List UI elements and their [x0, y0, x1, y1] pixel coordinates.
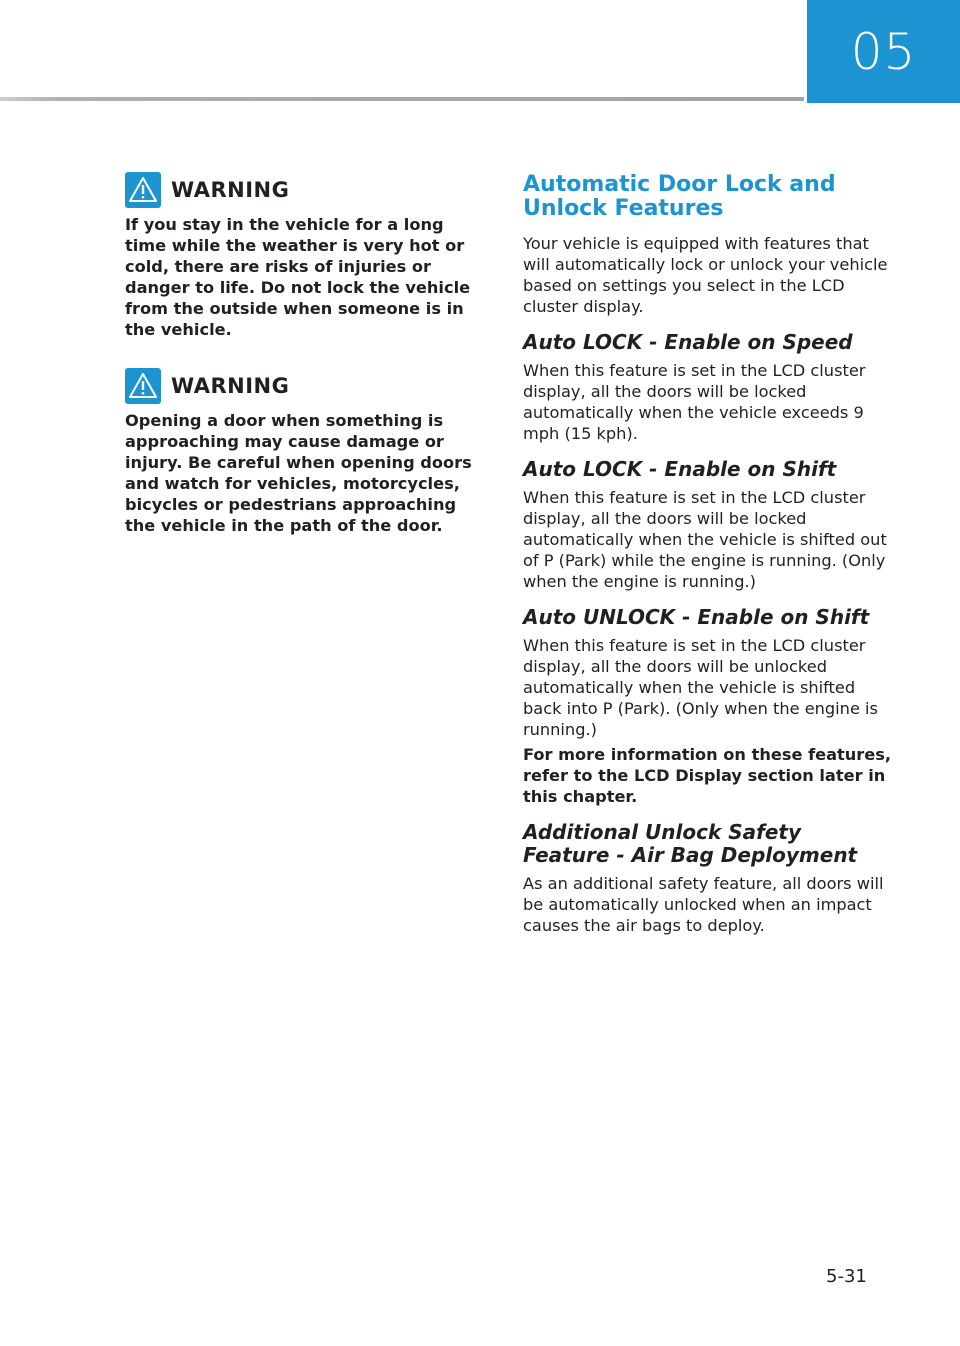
feature-text: When this feature is set in the LCD cluster display, all the doors will be unlocked automatically when the vehicle is shifted back into P (Park). (Only when the engine is running.): [523, 636, 878, 739]
feature-text: When this feature is set in the LCD cluster display, all the doors will be locked automatically when the vehicle exceeds 9 mph (15 kph).: [523, 361, 866, 443]
feature-text: As an additional safety feature, all doors will be automatically unlocked when an impact causes the air bags to deploy.: [523, 874, 884, 935]
warning-text: If you stay in the vehicle for a long time while the weather is very hot or cold, there are risks of injuries or danger to life. Do not lock the vehicle from the outside when someone is in the vehicle.: [125, 215, 471, 339]
feature-heading: Additional Unlock Safety Feature - Air Bag Deployment: [523, 820, 858, 867]
warning-box: [125, 170, 490, 340]
warning-box: [125, 366, 490, 536]
warning-triangle-icon: [125, 172, 161, 208]
section-title: Automatic Door Lock and Unlock Features: [523, 172, 836, 221]
feature-note: For more information on these features, refer to the LCD Display section later in this chapter.: [523, 745, 892, 806]
section-intro: Your vehicle is equipped with features that will automatically lock or unlock your vehicle based on settings you select in the LCD cluster display.: [523, 234, 888, 316]
feature-heading: Auto UNLOCK - Enable on Shift: [523, 605, 870, 629]
warning-title: WARNING: [171, 374, 290, 398]
warning-header: [125, 170, 490, 210]
header-rule: [0, 97, 804, 101]
page-number: 5-31: [826, 1266, 867, 1287]
feature-heading: Auto LOCK - Enable on Shift: [523, 457, 837, 481]
chapter-tab: 05: [807, 0, 960, 103]
warning-title: WARNING: [171, 178, 290, 202]
warning-header: [125, 366, 490, 406]
feature-heading: Auto LOCK - Enable on Speed: [523, 330, 853, 354]
warning-triangle-icon: [125, 368, 161, 404]
warning-text: Opening a door when something is approaching may cause damage or injury. Be careful when opening doors and watch for vehicles, motorcycles, bicycles or pedestrians approaching the vehicle in the path of the door.: [125, 411, 472, 535]
feature-text: When this feature is set in the LCD cluster display, all the doors will be locked automatically when the vehicle is shifted out of P (Park) while the engine is running. (Only when the engine is running.): [523, 488, 887, 591]
features-column: [523, 173, 893, 950]
warnings-column: [125, 170, 490, 562]
